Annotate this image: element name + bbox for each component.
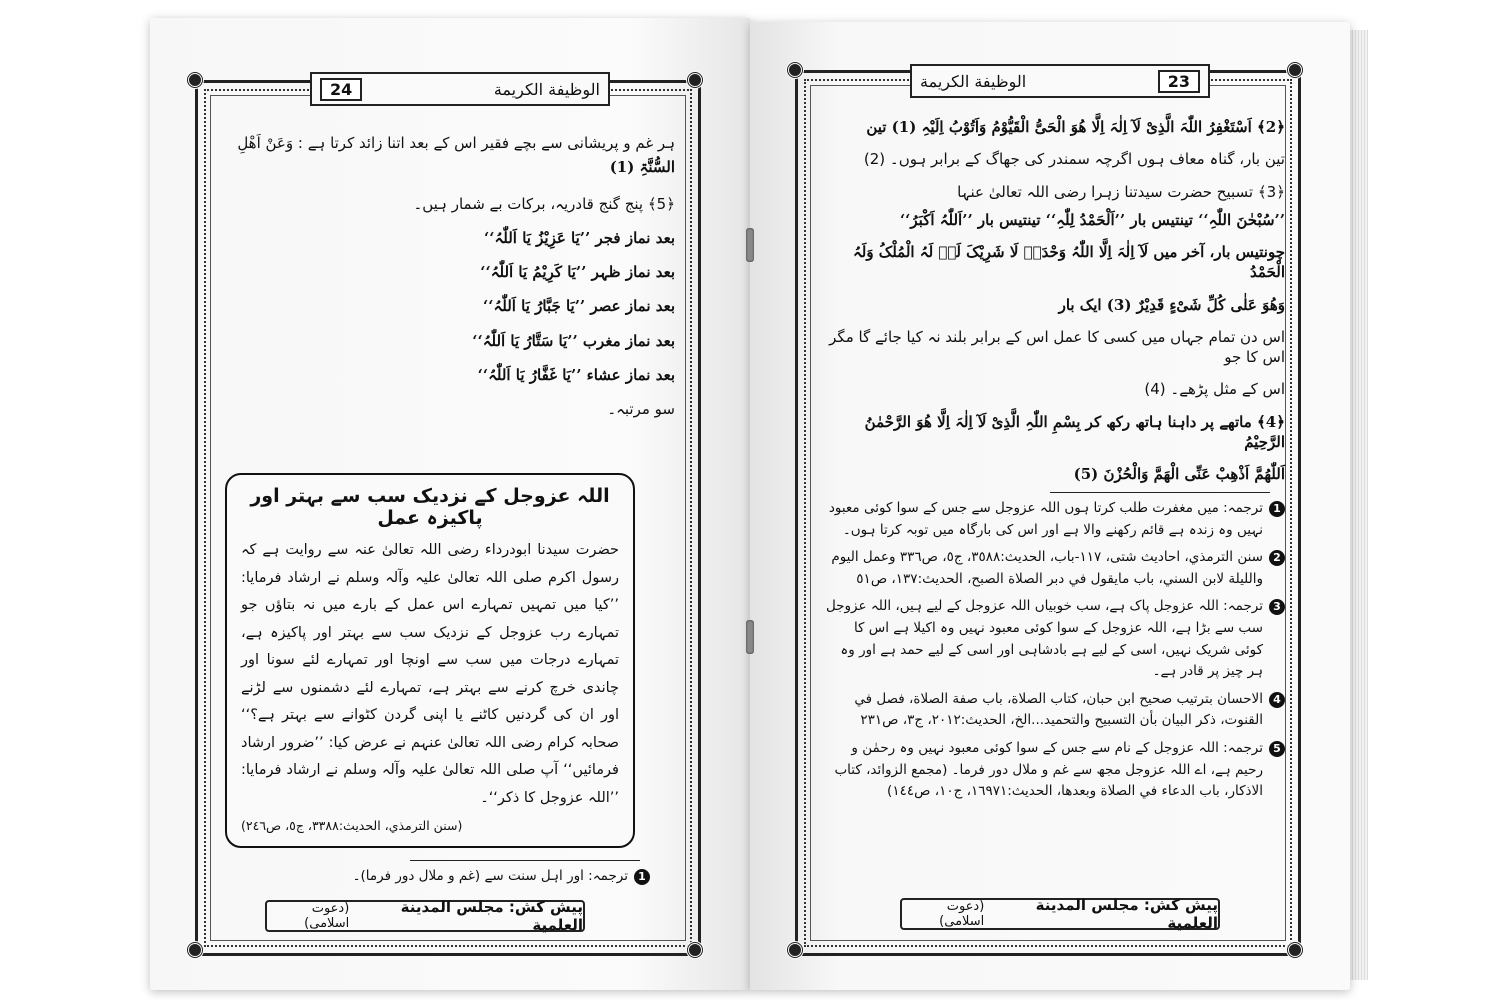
footnote-number: 4 — [1269, 692, 1285, 708]
frame-ornament — [686, 941, 704, 959]
body-line: ﴿2﴾ اَسْتَغْفِرُ اللّٰہَ الَّذِیْ لَآ اِلٰہَ اِلَّا ھُوَ الْحَیُّ الْقَیُّوْمُ وَاَتُوْبُ اِلَیْہِ (1) تین — [866, 118, 1285, 136]
footnote — [825, 689, 1285, 732]
page-footer — [265, 900, 585, 932]
closing-note: سو مرتبہ۔ — [607, 400, 675, 418]
footnote-text: ترجمہ: اللہ عزوجل کے نام سے جس کے سوا کوئی معبود نہیں وہ رحمٰن و رحیم ہے، اے اللہ عزوجل مجھ سے غم و ملال دور فرما۔ (مجمع الزوائد، كتاب الاذكار، باب الدعاء في الصلاة وبعدها، الحديث:١٦٩٧١، ج١٠، ص١٤٤) — [834, 739, 1263, 800]
body-line: ’’سُبْحٰنَ اللّٰہِ‘‘ تینتیس بار ’’اَلْحَمْدُ لِلّٰہِ‘‘ تینتیس بار ’’اَللّٰہُ اَکْبَرُ‘‘ — [899, 210, 1285, 229]
hadith-title: اللہ عزوجل کے نزدیک سب سے بہتر اور پاکیزہ عمل — [250, 485, 610, 529]
book-title: الوظيفة الكريمة — [920, 71, 1027, 91]
footnote-number: 3 — [1269, 599, 1285, 615]
frame-ornament — [1286, 941, 1304, 959]
wazifa-item: بعد نماز مغرب ’’یَا سَتَّارُ یَا اَللّٰہُ‘‘ — [472, 331, 675, 350]
right-page — [750, 22, 1350, 990]
body-line: اس دن تمام جہاں میں کسی کا عمل اس کے برابر بلند نہ کیا جائے گا مگر اس کا جو — [829, 327, 1285, 366]
body-line: ﴿3﴾ تسبیح حضرت سیدتنا زہرا رضی اللہ تعالیٰ عنہا — [957, 182, 1285, 201]
frame-ornament — [186, 941, 204, 959]
body-line: اس کے مثل پڑھے۔ (4) — [1144, 380, 1285, 399]
running-header — [910, 64, 1210, 98]
running-header — [310, 72, 610, 106]
frame-ornament — [186, 71, 204, 89]
body-line: تین بار، گناہ معاف ہوں اگرچہ سمندر کی جھاگ کے برابر ہوں۔ (2) — [863, 150, 1285, 169]
intro-line: ہر غم و پریشانی سے بچے فقیر اس کے بعد اتنا زائد کرتا ہے : وَعَنْ اَھْلِ — [237, 134, 675, 152]
footer-subtitle: (دعوت اسلامی) — [939, 899, 985, 929]
frame-ornament — [786, 61, 804, 79]
wazifa-item: بعد نماز عشاء ’’یَا غَفَّارُ یَا اَللّٰہُ‘‘ — [477, 365, 675, 384]
binding-staple — [746, 228, 754, 262]
section-heading — [230, 194, 675, 214]
footnote — [825, 498, 1285, 541]
footnote — [825, 738, 1285, 803]
footnote-text: سنن الترمذي، احاديث شتى، ١١٧-باب، الحديث:٣٥٨٨، ج٥، ص٣٣٦ وعمل اليوم والليلة لابن السني، باب مايقول في دبر الصلاة الصبح، الحديث:١٣٧، ص٥١ — [831, 549, 1263, 587]
footnote-number: 1 — [1269, 501, 1285, 517]
hadith-body: حضرت سیدنا ابودرداء رضی اللہ تعالیٰ عنہ سے روایت ہے کہ رسول اکرم صلی اللہ تعالیٰ علیہ وآلہ وسلم نے ارشاد فرمایا: ’’کیا میں تمہیں تمہارے اس عمل کے بارے میں نہ بتاؤں جو تمہارے رب عزوجل کے نزدیک سب سے بہتر اور پاکیزہ ہے، تمہارے درجات میں سب سے اونچا اور تمہارے لئے سونا اور چاندی خرچ کرنے سے بہتر ہے، تمہارے لئے دشمنوں سے لڑنے اور ان کی گردنیں کاٹنے یا اپنی گردن کٹوانے سے بہتر ہے؟‘‘ صحابہ کرام رضی اللہ تعالیٰ عنہم نے عرض کیا: ’’ضرور ارشاد فرمائیں‘‘ آپ صلی اللہ تعالیٰ علیہ وآلہ وسلم نے ارشاد فرمایا: ’’اللہ عزوجل کا ذکر‘‘۔ — [241, 542, 619, 806]
left-page-body — [230, 133, 675, 419]
footnote-number: 2 — [1269, 550, 1285, 566]
footnote-text: الاحسان بترتيب صحيح ابن حبان، كتاب الصلاة، باب صفة الصلاة، فصل في القنوت، ذكر البيان بأن التسبيح والتحميد...الخ، الحديث:٢٠١٢، ج٣، ص٢٣١ — [854, 690, 1263, 729]
body-line: اَللّٰھُمَّ اَذْھِبْ عَنِّی الْھَمَّ وَالْحُزْنَ (5) — [1073, 465, 1285, 483]
wazifa-item: بعد نماز فجر ’’یَا عَزِیْزُ یَا اَللّٰہُ‘‘ — [484, 228, 675, 247]
page-number: 24 — [320, 78, 362, 101]
footnote-rule — [1050, 492, 1270, 493]
footer-presenter: پیش کش: مجلس المدينة العلمية — [1035, 896, 1218, 932]
page-footer — [900, 898, 1220, 930]
hadith-source: (سنن الترمذي، الحديث:٣٣٨٨، ج٥، ص٢٤٦) — [241, 818, 463, 834]
footnote-text: ترجمہ: اور اہل سنت سے (غم و ملال دور فرما)۔ — [352, 868, 628, 884]
frame-ornament — [686, 71, 704, 89]
wazifa-item: بعد نماز عصر ’’یَا جَبَّارُ یَا اَللّٰہُ‘‘ — [483, 297, 675, 316]
footnote — [825, 547, 1285, 590]
body-line: ﴿4﴾ ماتھے پر داہنا ہاتھ رکھ کر بِسْمِ اللّٰہِ الَّذِیْ لَآ اِلٰہَ اِلَّا ھُوَ الرَّحْمٰنُ الرَّحِیْمُ — [864, 412, 1285, 451]
page-edges — [1350, 30, 1368, 980]
page-number: 23 — [1158, 70, 1200, 93]
hadith-box — [225, 473, 635, 848]
section-heading-text: پنج گنج قادریہ، برکات بے شمار ہیں۔ — [413, 194, 644, 213]
right-footnotes — [825, 498, 1285, 803]
left-page — [150, 18, 750, 990]
footnote — [825, 596, 1285, 682]
body-line: وَھُوَ عَلٰی کُلِّ شَیْءٍ قَدِیْرٌ (3) ایک بار — [1058, 295, 1285, 314]
footnote-text: ترجمہ: اللہ عزوجل پاک ہے، سب خوبیاں اللہ عزوجل کے لیے ہیں، اللہ عزوجل سب سے بڑا ہے، اللہ عزوجل کے سوا کوئی معبود نہیں وہ اکیلا ہے اس کا کوئی شریک نہیں، اسی کے لیے ہے بادشاہی اور اسی کے لیے حمد ہے اور وہ ہر چیز پر قادر ہے۔ — [825, 598, 1263, 680]
wazifa-item: بعد نماز ظہر ’’یَا کَرِیْمُ یَا اَللّٰہُ‘‘ — [480, 263, 675, 281]
footer-presenter: پیش کش: مجلس المدينة العلمية — [400, 898, 583, 934]
footnote-number: 1 — [634, 869, 650, 885]
book-title: الوظيفة الكريمة — [493, 79, 600, 99]
section-number: ﴿5﴾ — [647, 194, 675, 213]
body-line: چونتیس بار، آخر میں لَآ اِلٰہَ اِلَّا اللّٰہُ وَحْدَہٗ لَا شَرِیْکَ لَہٗ لَہُ الْمُلْکُ وَلَہُ الْحَمْدُ — [852, 243, 1285, 282]
footer-subtitle: (دعوت اسلامی) — [304, 901, 350, 931]
footnote-text: ترجمہ: میں مغفرت طلب کرتا ہوں اللہ عزوجل سے جس کے سوا کوئی معبود نہیں وہ زندہ ہے قائم رکھنے والا ہے اور اس کی بارگاہ میں توبہ کرتا ہوں۔ — [828, 500, 1263, 538]
left-footnotes — [230, 866, 650, 888]
footnote — [230, 866, 650, 888]
binding-staple — [746, 620, 754, 654]
frame-ornament — [1286, 61, 1304, 79]
intro-line: السُّنَّۃِ (1) — [609, 158, 675, 177]
frame-ornament — [786, 941, 804, 959]
footnote-number: 5 — [1269, 741, 1285, 757]
right-page-body — [825, 117, 1285, 484]
footnote-rule — [410, 860, 640, 861]
